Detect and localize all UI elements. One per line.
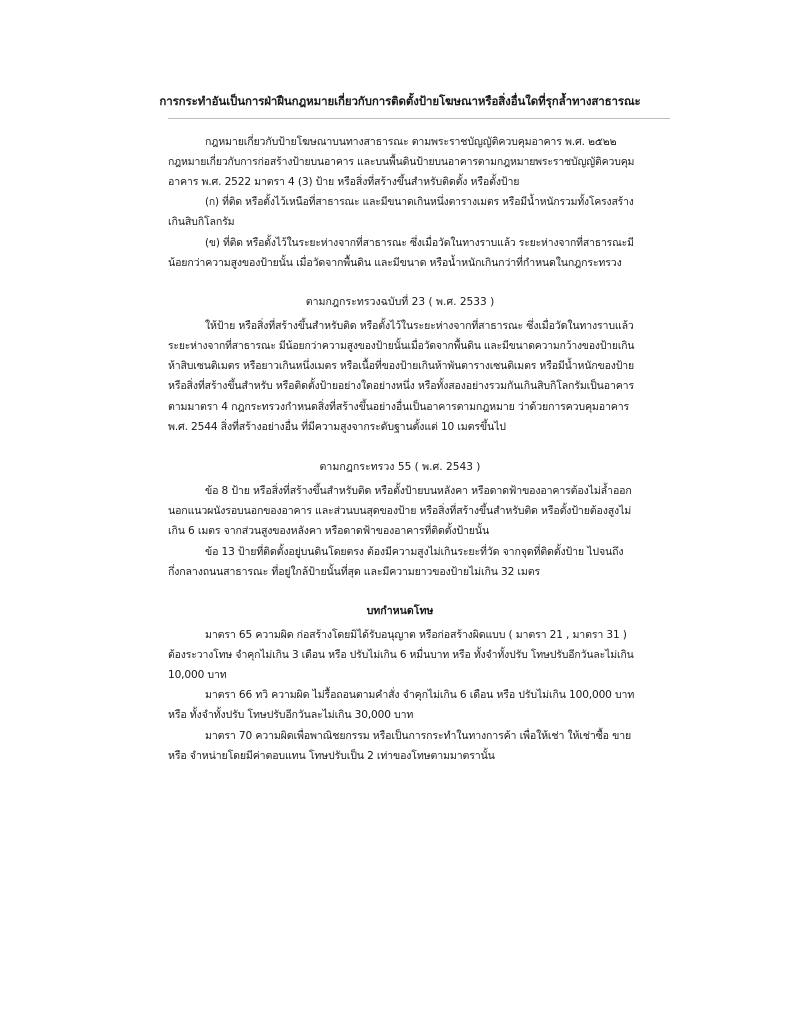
section-line: ตามมาตรา 4 กฎกระทรวงกำหนดสิ่งที่สร้างขึ้นอย่างอื่นเป็นอาคารตามกฎหมาย ว่าด้วยการควบคุมอาคาร	[168, 401, 630, 413]
penalty-line: มาตรา 70 ความผิดเพื่อพาณิชยกรรม หรือเป็นการกระทำในทางการค้า เพื่อให้เช่า ให้เช่าซื้อ ขาย	[205, 730, 632, 742]
penalty-line: มาตรา 66 ทวิ ความผิด ไม่รื้อถอนตามคำสั่ง จำคุกไม่เกิน 6 เดือน หรือ ปรับไม่เกิน 100,000 บาท	[205, 689, 635, 701]
section-line: ระยะห่างจากที่สาธารณะ มีน้อยกว่าความสูงของป้ายนั้นเมื่อวัดจากพื้นดิน และมีขนาดความกว้างของป้ายเกิน	[168, 340, 635, 352]
section-line: นอกแนวผนังรอบนอกของอาคาร และส่วนบนสุดของป้าย หรือสิ่งที่สร้างขึ้นสำหรับติด หรือตั้งป้ายต้องสูงไม่	[168, 505, 632, 517]
penalty-line: มาตรา 65 ความผิด ก่อสร้างโดยมิได้รับอนุญาต หรือก่อสร้างผิดแบบ ( มาตรา 21 , มาตรา 31 )	[205, 629, 627, 641]
intro-line: เกินสิบกิโลกรัม	[168, 216, 235, 228]
section-line: กึ่งกลางถนนสาธารณะ ที่อยู่ใกล้ป้ายนั้นที่สุด และมีความยาวของป้ายไม่เกิน 32 เมตร	[168, 566, 541, 578]
section-heading: ตามกฎกระทรวงฉบับที่ 23 ( พ.ศ. 2533 )	[305, 296, 495, 308]
intro-line: กฎหมายเกี่ยวกับป้ายโฆษณาบนทางสาธารณะ ตามพระราชบัญญัติควบคุมอาคาร พ.ศ. ๒๕๒๒	[205, 136, 617, 148]
intro-line: (ข) ที่ติด หรือตั้งไว้ในระยะห่างจากที่สาธารณะ ซึ่งเมื่อวัดในทางราบแล้ว ระยะห่างจากที่สาธารณะมี	[205, 237, 634, 249]
section-line: ข้อ 8 ป้าย หรือสิ่งที่สร้างขึ้นสำหรับติด หรือตั้งป้ายบนหลังคา หรือดาดฟ้าของอาคารต้องไม่ล้ำออก	[205, 485, 632, 497]
section-line: ห้าสิบเซนติเมตร หรือยาวเกินหนึ่งเมตร หรือเนื้อที่ของป้ายเกินห้าพันตารางเซนติเมตร หรือมีน้ำหนักของป้าย	[168, 360, 634, 372]
section-heading: ตามกฎกระทรวง 55 ( พ.ศ. 2543 )	[319, 461, 481, 473]
penalty-heading: บทกำหนดโทษ	[366, 605, 434, 617]
intro-line: น้อยกว่าความสูงของป้ายนั้น เมื่อวัดจากพื้นดิน และมีขนาด หรือน้ำหนักเกินกว่าที่กำหนดในกฎกระทรวง	[168, 257, 622, 269]
penalty-line: 10,000 บาท	[168, 669, 227, 681]
penalty-line: ต้องระวางโทษ จำคุกไม่เกิน 3 เดือน หรือ ปรับไม่เกิน 6 หมื่นบาท หรือ ทั้งจำทั้งปรับ โทษปรับอีกวันละไม่เกิน	[168, 649, 634, 661]
section-line: ข้อ 13 ป้ายที่ติดตั้งอยู่บนดินโดยตรง ต้องมีความสูงไม่เกินระยะที่วัด จากจุดที่ติดตั้งป้าย ไปจนถึง	[205, 546, 624, 558]
title-divider	[168, 118, 670, 119]
penalty-line: หรือ จำหน่ายโดยมีค่าตอบแทน โทษปรับเป็น 2 เท่าของโทษตามมาตรานั้น	[168, 750, 495, 762]
section-line: เกิน 6 เมตร จากส่วนสูงของหลังคา หรือดาดฟ้าของอาคารที่ติดตั้งป้ายนั้น	[168, 525, 490, 537]
intro-line: (ก) ที่ติด หรือตั้งไว้เหนือที่สาธารณะ และมีขนาดเกินหนึ่งตารางเมตร หรือมีน้ำหนักรวมทั้งโครงสร้าง	[205, 196, 634, 208]
document-title: การกระทำอันเป็นการฝ่าฝืนกฎหมายเกี่ยวกับการติดตั้งป้ายโฆษณาหรือสิ่งอื่นใดที่รุกล้ำทางสาธารณะ	[159, 94, 641, 108]
section-line: ให้ป้าย หรือสิ่งที่สร้างขึ้นสำหรับติด หรือตั้งไว้ในระยะห่างจากที่สาธารณะ ซึ่งเมื่อวัดในทางราบแล้ว	[205, 320, 634, 332]
penalty-line: หรือ ทั้งจำทั้งปรับ โทษปรับอีกวันละไม่เกิน 30,000 บาท	[168, 709, 414, 721]
intro-line: กฎหมายเกี่ยวกับการก่อสร้างป้ายบนอาคาร และบนพื้นดินป้ายบนอาคารตามกฎหมายพระราชบัญญัติควบคุม	[168, 156, 635, 168]
section-line: พ.ศ. 2544 สิ่งที่สร้างอย่างอื่น ที่มีความสูงจากระดับฐานตั้งแต่ 10 เมตรขึ้นไป	[168, 421, 506, 433]
section-line: หรือสิ่งที่สร้างขึ้นสำหรับ หรือติดตั้งป้ายอย่างใดอย่างหนึ่ง หรือทั้งสองอย่างรวมกันเกินสิบกิโลกรัมเป็นอาคาร	[168, 380, 634, 392]
intro-line: อาคาร พ.ศ. 2522 มาตรา 4 (3) ป้าย หรือสิ่งที่สร้างขึ้นสำหรับติดตั้ง หรือตั้งป้าย	[168, 176, 520, 188]
